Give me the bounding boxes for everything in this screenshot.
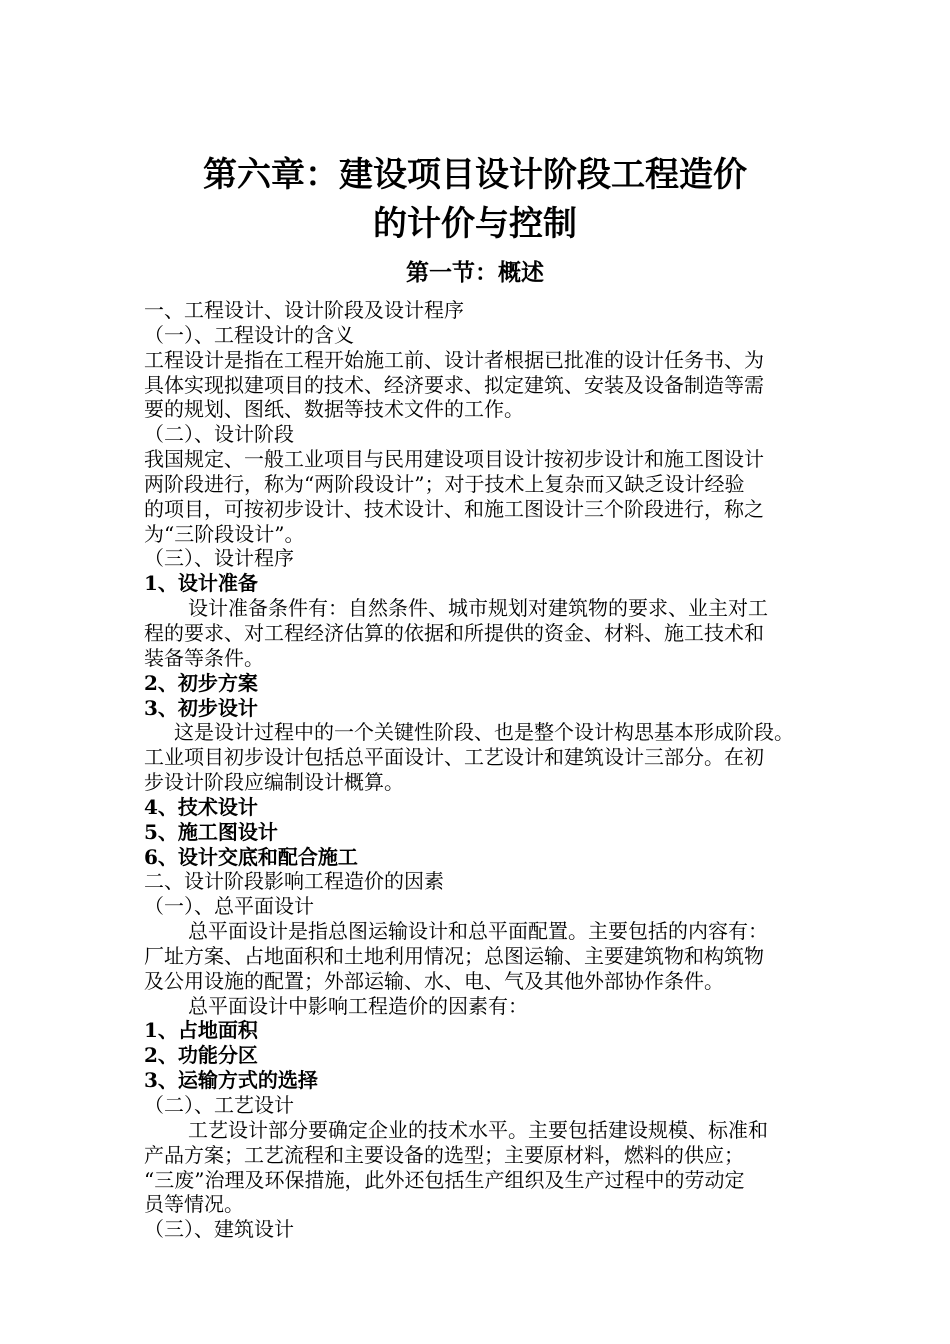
document-body <box>144 298 854 1242</box>
text-line: （三）、建筑设计 <box>144 1217 294 1242</box>
text-line: 4、技术设计 <box>144 794 258 819</box>
text-line: 1、设计准备 <box>144 571 258 596</box>
text-line: 一、工程设计、设计阶段及设计程序 <box>144 298 464 322</box>
text-line: 2、功能分区 <box>144 1043 258 1068</box>
text-line: （二）、工艺设计 <box>144 1093 294 1117</box>
text-line: 员等情况。 <box>144 1192 244 1217</box>
text-line: 我国规定、一般工业项目与民用建设项目设计按初步设计和施工图设计 <box>144 447 764 472</box>
text-line: 设计准备条件有：自然条件、城市规划对建筑物的要求、业主对工 <box>188 596 768 621</box>
text-line: 1、占地面积 <box>144 1018 258 1043</box>
text-line: 程的要求、对工程经济估算的依据和所提供的资金、材料、施工技术和 <box>144 620 764 645</box>
text-line: 及公用设施的配置；外部运输、水、电、气及其他外部协作条件。 <box>144 968 724 993</box>
text-line: 这是设计过程中的一个关键性阶段、也是整个设计构思基本形成阶段。 <box>174 720 794 745</box>
chapter-title-line-1: 第六章：建设项目设计阶段工程造价 <box>203 155 747 195</box>
text-line: 具体实现拟建项目的技术、经济要求、拟定建筑、安装及设备制造等需 <box>144 372 764 397</box>
text-line: “三废”治理及环保措施，此外还包括生产组织及生产过程中的劳动定 <box>144 1167 745 1192</box>
text-line: 工程设计是指在工程开始施工前、设计者根据已批准的设计任务书、为 <box>144 347 764 372</box>
text-line: 步设计阶段应编制设计概算。 <box>144 770 404 795</box>
chapter-title-line-2: 的计价与控制 <box>373 204 577 244</box>
text-line: 2、初步方案 <box>144 670 258 695</box>
text-line: （二）、设计阶段 <box>144 422 294 447</box>
text-line: 总平面设计中影响工程造价的因素有： <box>188 993 528 1018</box>
text-line: 为“三阶段设计”。 <box>144 521 305 546</box>
text-line: 厂址方案、占地面积和土地利用情况；总图运输、主要建筑物和构筑物 <box>144 943 764 968</box>
text-line: 二、设计阶段影响工程造价的因素 <box>144 869 444 894</box>
text-line: 工艺设计部分要确定企业的技术水平。主要包括建设规模、标准和 <box>188 1117 768 1142</box>
text-line: 要的规划、图纸、数据等技术文件的工作。 <box>144 397 524 422</box>
text-line: （一）、总平面设计 <box>144 894 314 919</box>
text-line: 工业项目初步设计包括总平面设计、工艺设计和建筑设计三部分。在初 <box>144 745 764 770</box>
text-line: 5、施工图设计 <box>144 819 278 844</box>
text-line: 6、设计交底和配合施工 <box>144 844 358 869</box>
text-line: （三）、设计程序 <box>144 546 294 571</box>
text-line: 3、运输方式的选择 <box>144 1068 318 1093</box>
text-line: 3、初步设计 <box>144 695 258 720</box>
text-line: 的项目，可按初步设计、技术设计、和施工图设计三个阶段进行，称之 <box>144 496 764 521</box>
text-line: 总平面设计是指总图运输设计和总平面配置。主要包括的内容有： <box>188 919 768 944</box>
text-line: 装备等条件。 <box>144 645 264 670</box>
text-line: （一）、工程设计的含义 <box>144 322 354 347</box>
section-title: 第一节：概述 <box>406 259 544 286</box>
text-line: 两阶段进行，称为“两阶段设计”；对于技术上复杂而又缺乏设计经验 <box>144 471 745 496</box>
text-line: 产品方案；工艺流程和主要设备的选型；主要原材料，燃料的供应； <box>144 1142 744 1167</box>
